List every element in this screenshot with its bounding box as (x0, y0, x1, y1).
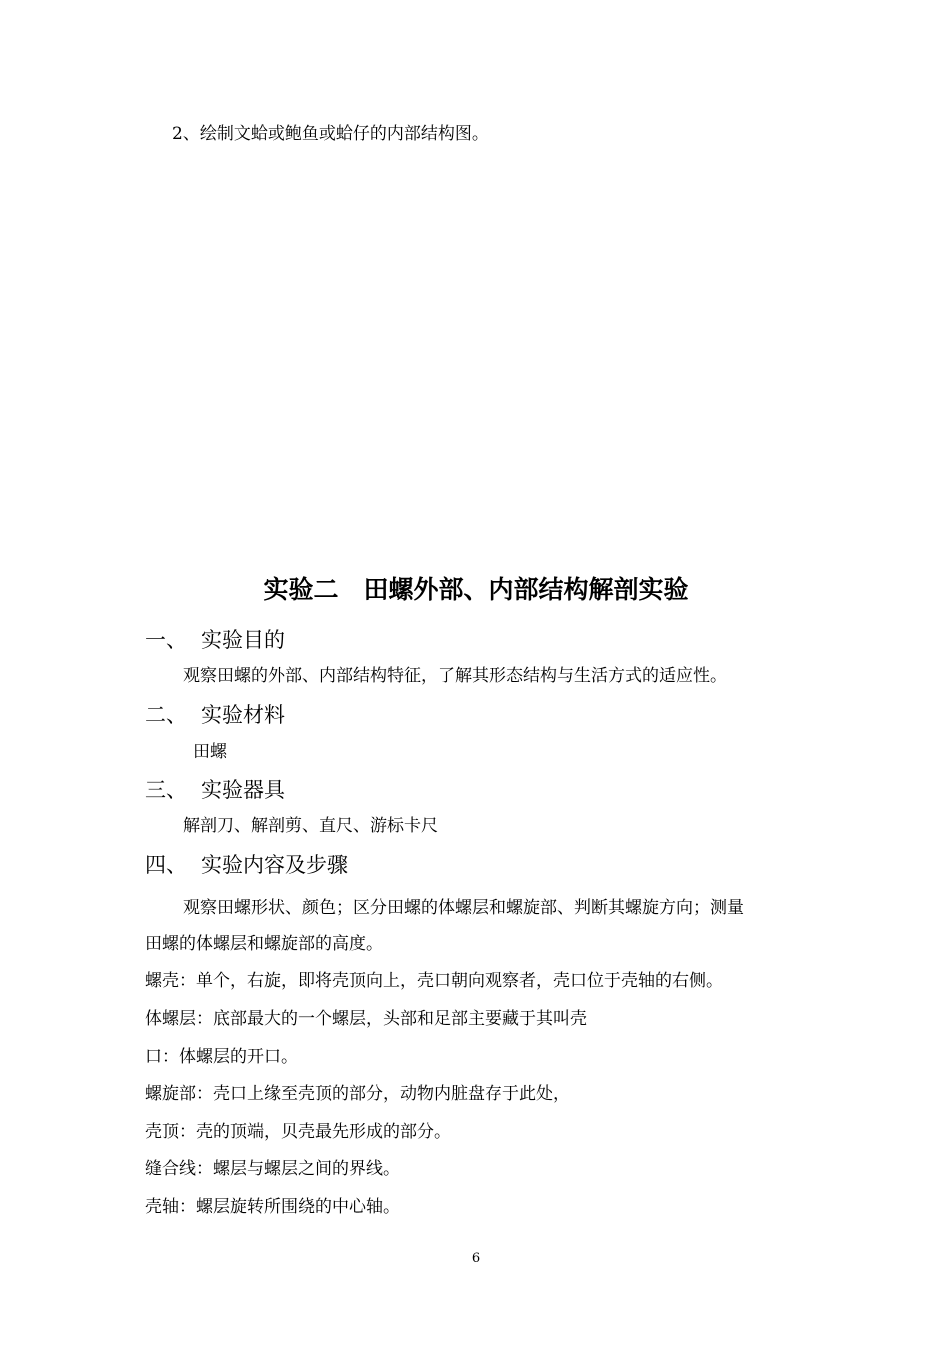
section-number: 三、 (145, 778, 187, 802)
section-heading-tools (145, 777, 285, 803)
section-number: 四、 (145, 853, 187, 877)
definition-columella: 壳轴：螺层旋转所围绕的中心轴。 (145, 1197, 400, 1217)
section-number: 一、 (145, 628, 187, 652)
section-content-tools: 解剖刀、解剖剪、直尺、游标卡尺 (183, 816, 438, 836)
definition-suture: 缝合线：螺层与螺层之间的界线。 (145, 1159, 400, 1179)
section-content-materials: 田螺 (193, 742, 227, 762)
section-title: 实验目的 (201, 628, 285, 652)
steps-intro-line-2: 田螺的体螺层和螺旋部的高度。 (145, 934, 383, 954)
section-heading-purpose (145, 627, 285, 653)
section-title: 实验内容及步骤 (201, 853, 348, 877)
definition-apex: 壳顶：壳的顶端，贝壳最先形成的部分。 (145, 1122, 451, 1142)
definition-body-whorl: 体螺层：底部最大的一个螺层，头部和足部主要藏于其叫壳 (145, 1009, 587, 1029)
previous-task-text: 2、绘制文蛤或鲍鱼或蛤仔的内部结构图。 (172, 124, 489, 144)
section-heading-materials (145, 702, 285, 728)
section-title: 实验器具 (201, 778, 285, 802)
section-number: 二、 (145, 703, 187, 727)
section-title: 实验材料 (201, 703, 285, 727)
definition-spire: 螺旋部：壳口上缘至壳顶的部分，动物内脏盘存于此处， (145, 1084, 570, 1104)
definition-shell: 螺壳：单个，右旋，即将壳顶向上，壳口朝向观察者，壳口位于壳轴的右侧。 (145, 971, 723, 991)
steps-intro-line-1: 观察田螺形状、颜色；区分田螺的体螺层和螺旋部、判断其螺旋方向；测量 (183, 898, 744, 918)
page-number: 6 (471, 1251, 481, 1266)
definition-aperture: 口：体螺层的开口。 (145, 1047, 298, 1067)
section-content-purpose: 观察田螺的外部、内部结构特征，了解其形态结构与生活方式的适应性。 (183, 666, 727, 686)
experiment-title: 实验二 田螺外部、内部结构解剖实验 (263, 575, 689, 604)
section-heading-steps (145, 852, 348, 878)
